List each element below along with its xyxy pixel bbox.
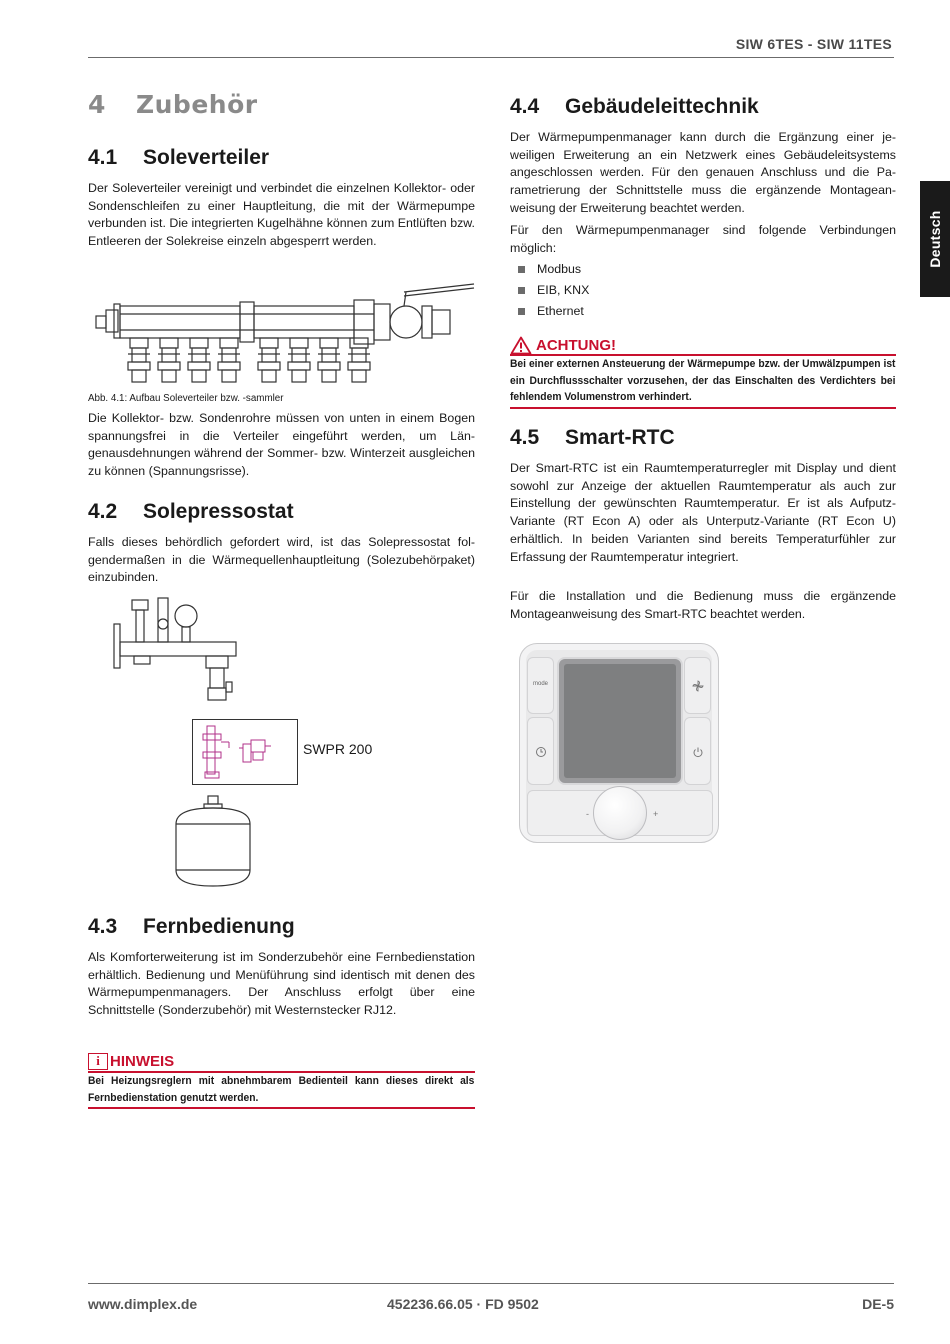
device-display (564, 664, 676, 778)
paragraph: Für den Wärmepumpenmanager sind folgende Verbindungen möglich: (510, 223, 896, 255)
chapter-number: 4 (88, 90, 106, 119)
list-item: EIB, KNX (510, 280, 589, 301)
warning-rule-bottom (510, 407, 896, 409)
section-heading-4-2 (88, 500, 294, 524)
paragraph: Der Smart-RTC ist ein Raumtemperaturregler mit Display und dient sowohl zur Anzeige der aktuellen Raumtemperatur als auch zur Einstellung der gewünschten Raumtemperatur. Er ist als Aufputz-Variante (RT Econ A) oder als Unterputz-Variante (RT Econ U) erhältlich. In beiden Varianten sind bereits Temperaturfühler zur Erfassung der Raumtemperatur integriert. (510, 461, 896, 564)
language-tab (920, 181, 950, 297)
section-title: Gebäudeleittechnik (565, 95, 759, 118)
header-divider (88, 57, 894, 58)
figure-caption: Abb. 4.1: Aufbau Soleverteiler bzw. -sammler (88, 393, 284, 404)
minus-label: - (586, 809, 589, 819)
footer-divider (88, 1283, 894, 1284)
swpr-schematic-icon (193, 720, 297, 784)
section-heading-4-1 (88, 146, 269, 170)
swpr-schematic-box (192, 719, 298, 785)
paragraph: Der Soleverteiler vereinigt und verbindet die einzelnen Kollektor- oder Sondenschleifen zu einer Hauptleitung, die mit der Wärmepumpe verbunden ist. Die integrierten Kugelhähne können zum Entlüften bzw. Entleeren der Solekreise einzeln abgesperrt werden. (88, 181, 475, 249)
connection-list (510, 259, 589, 322)
pressure-switch-assembly (112, 596, 242, 702)
device-display-bezel (557, 657, 683, 785)
expansion-vessel (170, 794, 256, 892)
notice-label: HINWEIS (110, 1053, 175, 1070)
mode-label: mode (532, 681, 548, 687)
warning-text: Bei einer externen Ansteuerung der Wärmepumpe bzw. der Umwälzpumpen ist ein Durchflussschalter vorzusehen, der das Einschalten des Verdichters bei fehlendem Volumenstrom verhindert. (510, 358, 896, 404)
warning-triangle-icon (510, 336, 532, 355)
power-icon (692, 746, 704, 758)
section-heading-4-4 (510, 95, 759, 119)
section-title: Soleverteiler (143, 146, 270, 169)
smart-rtc-device (519, 643, 719, 843)
language-tab-label: Deutsch (927, 210, 943, 268)
header-title: SIW 6TES - SIW 11TES (735, 36, 892, 52)
fan-icon (692, 680, 704, 692)
warning-heading (510, 336, 616, 355)
chapter-heading (88, 90, 258, 119)
list-item: Ethernet (510, 301, 589, 322)
clock-icon (535, 746, 547, 758)
footer-website: www.dimplex.de (88, 1296, 198, 1312)
chapter-title: Zubehör (136, 90, 258, 119)
plus-label: + (653, 809, 659, 819)
section-heading-4-3 (88, 915, 295, 939)
manifold-figure (88, 276, 478, 388)
list-item: Modbus (510, 259, 589, 280)
notice-text: Bei Heizungsreglern mit abnehmbarem Bedienteil kann dieses direkt als Fernbedienstation genutzt werden. (88, 1075, 475, 1104)
swpr-label: SWPR 200 (303, 741, 373, 757)
section-title: Fernbedienung (143, 915, 295, 938)
mode-button (527, 657, 554, 714)
section-number: 4.2 (88, 500, 118, 523)
fan-button (684, 657, 711, 714)
section-heading-4-5 (510, 426, 675, 450)
footer-doc-number: 452236.66.05 · FD 9502 (387, 1296, 539, 1312)
warning-label: ACHTUNG! (536, 337, 616, 354)
notice-heading (88, 1053, 174, 1070)
section-title: Smart-RTC (565, 426, 675, 449)
info-icon: i (88, 1053, 108, 1070)
footer-page-number: DE-5 (862, 1296, 894, 1312)
section-number: 4.3 (88, 915, 118, 938)
section-number: 4.5 (510, 426, 540, 449)
paragraph: Als Komforterweiterung ist im Sonderzubehör eine Fernbedienstation erhältlich. Bedienung und Menüführung sind identisch mit denen des Wärmepumpenmanagers. Der Anschluss erfolgt über eine Schnittstelle (Sonderzubehör) mit Westernstecker RJ12. (88, 950, 475, 1018)
section-number: 4.4 (510, 95, 540, 118)
notice-rule-bottom (88, 1107, 475, 1109)
paragraph: Falls dieses behördlich gefordert wird, ist das Solepressostat folgendermaßen in die Wärmequellenhauptleitung (Solezubehörpaket) einzubinden. (88, 535, 475, 585)
paragraph: Für die Installation und die Bedienung muss die ergänzende Montageanweisung des Smart-RTC beachtet werden. (510, 589, 896, 621)
paragraph: Der Wärmepumpenmanager kann durch die Ergänzung einer jeweiligen Erweiterung an ein Netzwerk eines Gebäudeleitsystems angeschlossen werden. Für den genauen Anschluss und die Parametrierung der Schnittstelle muss die ergänzende Montageanweisung der Erweiterung beachtet werden. (510, 130, 896, 215)
timer-button (527, 717, 554, 785)
section-title: Solepressostat (143, 500, 294, 523)
temperature-dial (593, 786, 647, 840)
section-number: 4.1 (88, 146, 118, 169)
power-button (684, 717, 711, 785)
paragraph: Die Kollektor- bzw. Sondenrohre müssen von unten in einem Bogen spannungsfrei in die Verteiler eingeführt werden, um Längenausdehnungen während der Sommer- bzw. Winterzeit ausgleichen zu können (Spannungsrisse). (88, 411, 475, 479)
